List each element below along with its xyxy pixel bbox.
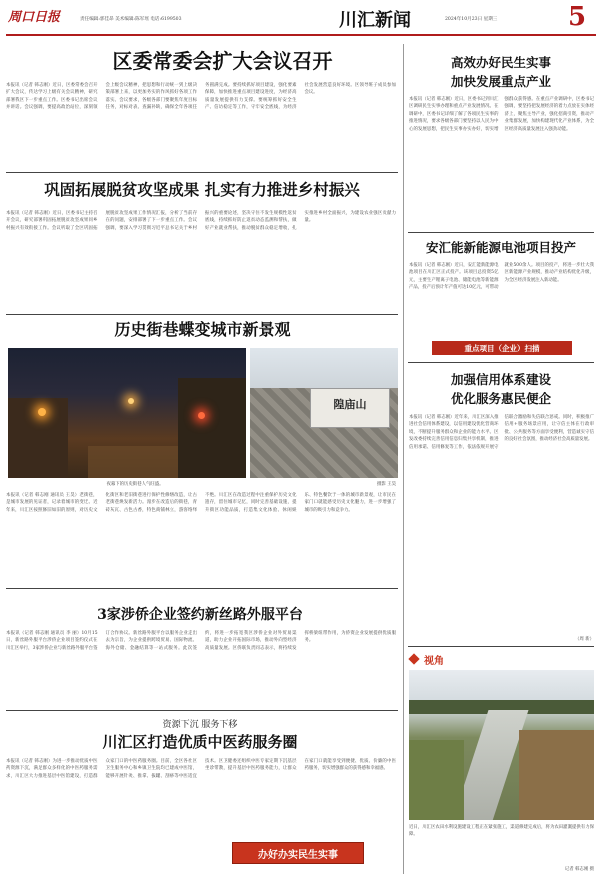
right2-banner-label: 重点项目（企业）扫描 bbox=[464, 344, 540, 353]
divider bbox=[6, 172, 398, 173]
footer-banner-label: 办好办实民生实事 bbox=[258, 850, 338, 861]
divider bbox=[6, 588, 398, 589]
editor-credits: 责任编辑:郭佳昂 美术编辑:陈军瑶 电话:6199503 bbox=[80, 17, 182, 22]
section-title: 川汇新闻 bbox=[339, 10, 411, 31]
tcm-body: 本报讯（记者 韩志刚）为进一步推动优质中医药资源下沉，满足群众多样化的中医药服务需求，川汇区大力推进基层中医馆建设，打造群众家门口的中医药服务圈。目前，全区各社区卫生服务中心和乡镇卫生院均已建成中医馆，能够开展针灸、推拿、拔罐、刮痧等中医适宜技术。区卫健委还组织中医专家定期下沉基层坐诊带教，提升基层中医药服务能力，让群众在家门口就能享受到便捷、优质、价廉的中医药服务，切实增强群众的获得感和幸福感。 bbox=[6, 759, 396, 779]
view-label: 视角 bbox=[424, 656, 444, 667]
overseas-headline: 3家涉侨企业签约新丝路外服平台 bbox=[97, 607, 303, 623]
lead-body: 本报讯（记者 韩志刚）近日，区委常委会召开扩大会议，传达学习上级有关会议精神，研究部署我区下一步重点工作。区委书记出席会议并讲话。会议强调，要提高政治站位，深刻领会上级会议精神，把思想和行动统一到上级决策部署上来，以更加务实的作风抓好各项工作落实。会议要求，各级各部门要聚焦年度目标任务，对标对表、查漏补缺，确保全年各项任务圆满完成。要持续抓好项目建设，强化要素保障，加快推进重点项目建设进度，为经济高质量发展提供有力支撑。要统筹抓好安全生产、信访稳定等工作，守牢安全底线，为经济社会发展营造良好环境。区领导班子成员参加会议。 bbox=[6, 83, 396, 111]
right3-credit: （周 新） bbox=[575, 637, 594, 642]
right3-headline-line2: 优化服务惠民便企 bbox=[450, 391, 551, 406]
lead-headline: 区委常委会扩大会议召开 bbox=[112, 49, 333, 73]
right1-headline-line1: 高效办好民生实事 bbox=[450, 55, 551, 70]
right1-headline-line2: 加快发展重点产业 bbox=[450, 74, 551, 89]
column-divider bbox=[403, 44, 404, 874]
tcm-headline: 川汇区打造优质中医药服务圈 bbox=[102, 733, 298, 751]
right3-body: 本报讯（记者 韩志刚）近年来，川汇区深入推进社会信用体系建设，以信用建设优化营商环境，不断提升服务群众和企业的能力水平。区发改委持续完善信用信息归集共享机制，推进信用承诺、信用修复等工作，依法依规开展守信联合激励和失信联合惩戒。同时，积极推广信用+服务场景应用，让守信主体在行政审批、公共服务等方面享受便利，营造诚实守信的良好社会氛围，推动经济社会高质量发展。 bbox=[409, 415, 594, 450]
divider bbox=[6, 710, 398, 711]
right2-headline: 安汇能新能源电池项目投产 bbox=[425, 240, 576, 255]
right2-banner bbox=[432, 341, 572, 355]
photo-caption-left: 夜幕下的历史街巷人气旺盛。 bbox=[106, 482, 164, 487]
masthead bbox=[0, 0, 600, 40]
photo-farmland bbox=[409, 670, 594, 820]
photo-night-street bbox=[8, 348, 246, 478]
poverty-body: 本报讯（记者 韩志刚）近日，区委书记主持召开会议，研究部署巩固拓展脱贫攻坚成果同乡村振兴有效衔接工作。会议听取了全区巩固拓展脱贫攻坚成果工作情况汇报，分析了当前存在的问题，安排部署了下一步重点工作。会议强调，要深入学习贯彻习近平总书记关于乡村振兴的重要论述，坚决守住不发生规模性返贫底线，持续抓好防止返贫动态监测和帮扶，做好产业就业帮扶，推动脱贫群众稳定增收，扎实推进乡村全面振兴，为建设农业强区贡献力量。 bbox=[6, 211, 396, 231]
divider bbox=[408, 362, 594, 363]
view-credit: 记者 韩志刚 摄 bbox=[564, 867, 594, 872]
view-icon bbox=[408, 653, 419, 664]
photo-caption-right: 摄影 王昊 bbox=[377, 482, 396, 487]
alleys-body: 本报讯（记者 韩志刚 通讯员 王昊）老街巷，是城市发展的见证者，记录着城市的变迁。近年来，川汇区按照修旧如旧的原则，对历史文化街区和老旧街巷进行保护性修缮改造，让古老街巷焕发新活力。漫步在改造后的街巷，青砖灰瓦、古色古香，特色商铺林立，游客络绎不绝。川汇区在改造过程中注重保护历史文化遗存，留住城市记忆，同时完善基础设施，提升街区功能品质，打造集文化体验、休闲娱乐、特色餐饮于一体的城市新景观，让市民在家门口就能感受历史文化魅力，进一步增强了城市的吸引力和竞争力。 bbox=[6, 493, 396, 513]
footer-banner bbox=[232, 842, 364, 864]
right2-body: 本报讯（记者 韩志刚）近日，安汇能新能源电池项目在川汇区正式投产。该项目总投资5亿元，主要生产锂离子电池、储能电池等新能源产品，投产后预计年产值可达10亿元，可带动就业500余人。项目的投产，将进一步壮大我区新能源产业规模，推动产业结构优化升级，为全区经济发展注入新动能。 bbox=[409, 263, 594, 291]
newspaper-logo: 周口日报 bbox=[8, 10, 61, 25]
masthead-rule bbox=[6, 34, 596, 36]
view-header bbox=[408, 652, 594, 666]
poverty-headline: 巩固拓展脱贫攻坚成果 扎实有力推进乡村振兴 bbox=[44, 180, 360, 199]
divider bbox=[408, 646, 594, 647]
view-caption: 近日，川汇区农田水利设施建设工程正在紧张施工，渠道修建完成后，将为农田灌溉提供有力保障。 bbox=[409, 825, 594, 838]
issue-date: 2024年10月23日 星期三 bbox=[445, 17, 498, 22]
right3-headline-line1: 加强信用体系建设 bbox=[450, 372, 551, 387]
right1-body: 本报讯（记者 韩志刚）近日，区委书记到川汇区调研民生实事办理和重点产业发展情况。在调研中，区委书记详细了解了各项民生实事的推进情况，要求各级各部门要坚持以人民为中心的发展思想，把民生实事办实办好，切实增强群众获得感。在重点产业调研中，区委书记强调，要坚持把发展经济的着力点放在实体经济上，聚焦主导产业，强化招商引资，推动产业集群发展，加快构建现代化产业体系，为全区经济高质量发展注入强劲动能。 bbox=[409, 97, 594, 132]
stone-sign-text: 隍庙山 bbox=[333, 398, 367, 411]
alleys-headline: 历史街巷蝶变城市新景观 bbox=[114, 320, 291, 339]
photo-stone-wall bbox=[250, 348, 398, 478]
page-number: 5 bbox=[567, 2, 587, 32]
overseas-body: 本报讯（记者 韩志刚 通讯员 李 丽）10月15日，新丝路外服平台涉侨企业项目签约仪式在川汇区举行，3家涉侨企业与新丝路外服平台签订合作协议。新丝路外服平台以服务企业走出去为宗旨，为企业提供跨境贸易、国际物流、海外仓储、金融结算等一站式服务。此次签约，将进一步拓宽我区涉侨企业对外贸易渠道，助力企业开拓国际市场，推动外向型经济高质量发展。区侨联负责同志表示，将持续发挥桥梁纽带作用，为侨资企业发展提供优质服务。 bbox=[6, 631, 396, 651]
divider bbox=[408, 232, 594, 233]
tcm-kicker: 资源下沉 服务下移 bbox=[162, 720, 238, 730]
divider bbox=[6, 314, 398, 315]
